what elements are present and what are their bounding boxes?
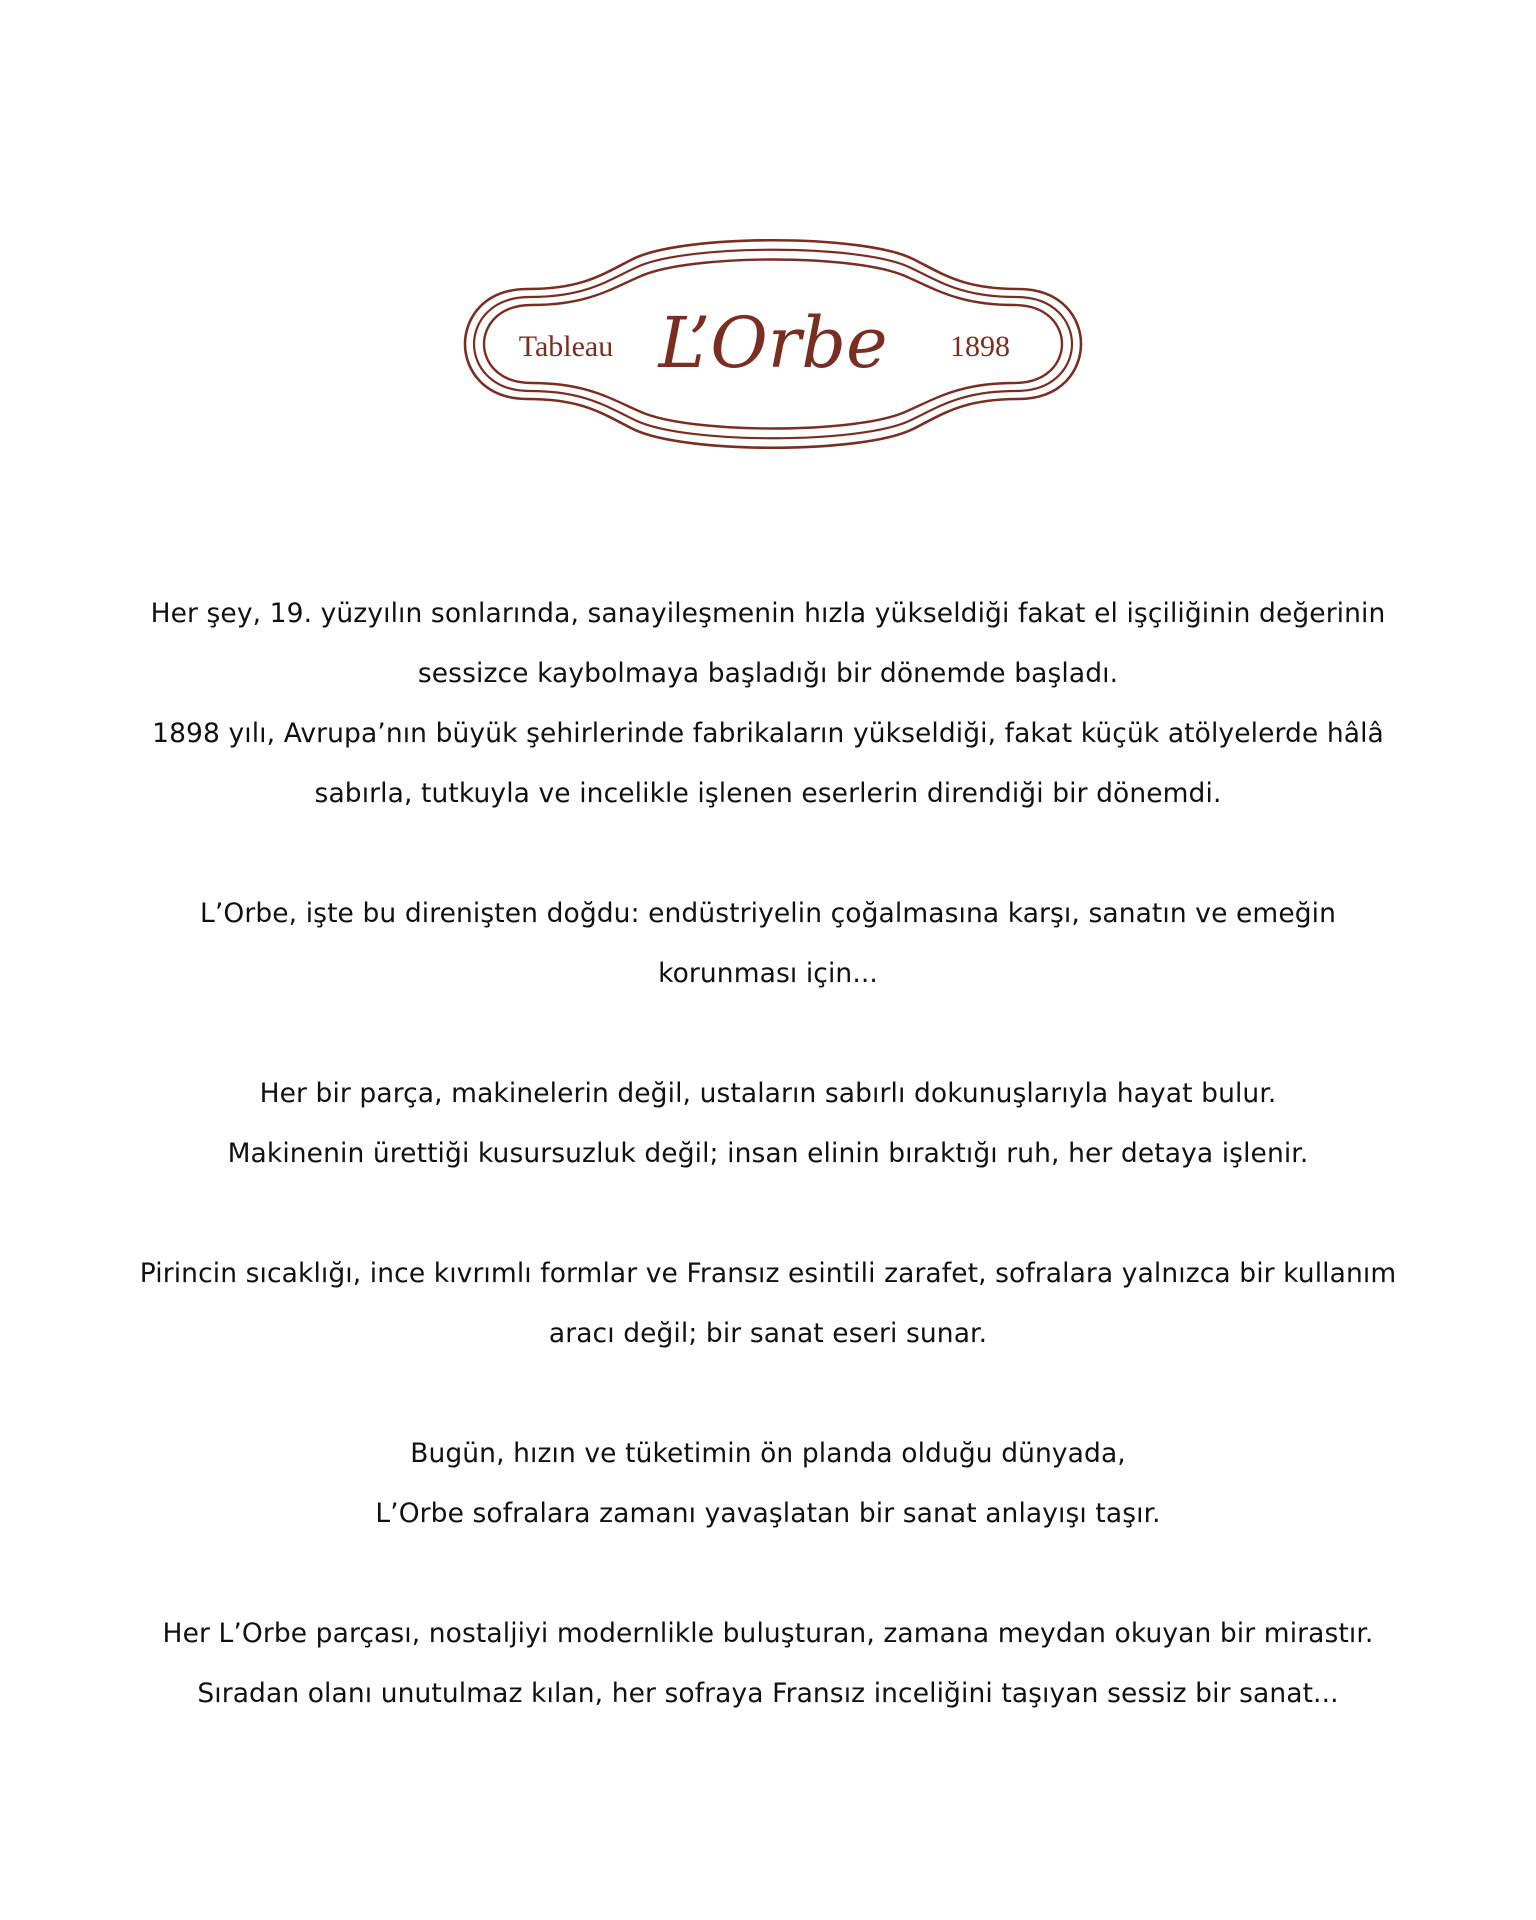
logo-brand-name: L’Orbe xyxy=(658,302,888,384)
text-line: sessizce kaybolmaya başladığı bir dönemde başladı. xyxy=(417,658,1119,689)
text-line: L’Orbe sofralara zamanı yavaşlatan bir sanat anlayışı taşır. xyxy=(375,1498,1161,1529)
text-line: Sıradan olanı unutulmaz kılan, her sofraya Fransız inceliğini taşıyan sessiz bir sanat... xyxy=(197,1678,1339,1709)
paragraph xyxy=(100,1064,1436,1184)
paragraph xyxy=(100,884,1436,1004)
text-line: sabırla, tutkuyla ve incelikle işlenen eserlerin direndiği bir dönemdi. xyxy=(314,778,1222,809)
story-text xyxy=(100,584,1436,1784)
logo-emblem xyxy=(463,234,1083,454)
text-line: korunması için... xyxy=(658,958,878,989)
logo-right-text: 1898 xyxy=(950,330,1010,363)
text-line: 1898 yılı, Avrupa’nın büyük şehirlerinde fabrikaların yükseldiği, fakat küçük atölyelerde hâlâ xyxy=(152,718,1384,749)
paragraph xyxy=(100,1424,1436,1544)
text-line: Her şey, 19. yüzyılın sonlarında, sanayileşmenin hızla yükseldiği fakat el işçiliğinin değerinin xyxy=(150,598,1386,629)
text-line: L’Orbe, işte bu direnişten doğdu: endüstriyelin çoğalmasına karşı, sanatın ve emeğin xyxy=(199,898,1337,929)
text-line: Bugün, hızın ve tüketimin ön planda olduğu dünyada, xyxy=(410,1438,1126,1469)
text-line: Her bir parça, makinelerin değil, ustaların sabırlı dokunuşlarıyla hayat bulur. xyxy=(259,1078,1277,1109)
text-line: Pirincin sıcaklığı, ince kıvrımlı formlar ve Fransız esintili zarafet, sofralara yalnızca bir kullanım xyxy=(139,1258,1397,1289)
text-line: Makinenin ürettiği kusursuzluk değil; insan elinin bıraktığı ruh, her detaya işlenir. xyxy=(227,1138,1309,1169)
brand-logo xyxy=(463,234,1083,454)
paragraph xyxy=(100,1604,1436,1724)
paragraph xyxy=(100,1244,1436,1364)
logo-left-text: Tableau xyxy=(518,330,614,363)
text-line: aracı değil; bir sanat eseri sunar. xyxy=(548,1318,988,1349)
paragraph xyxy=(100,584,1436,824)
text-line: Her L’Orbe parçası, nostaljiyi modernlikle buluşturan, zamana meydan okuyan bir mirastır. xyxy=(162,1618,1374,1649)
